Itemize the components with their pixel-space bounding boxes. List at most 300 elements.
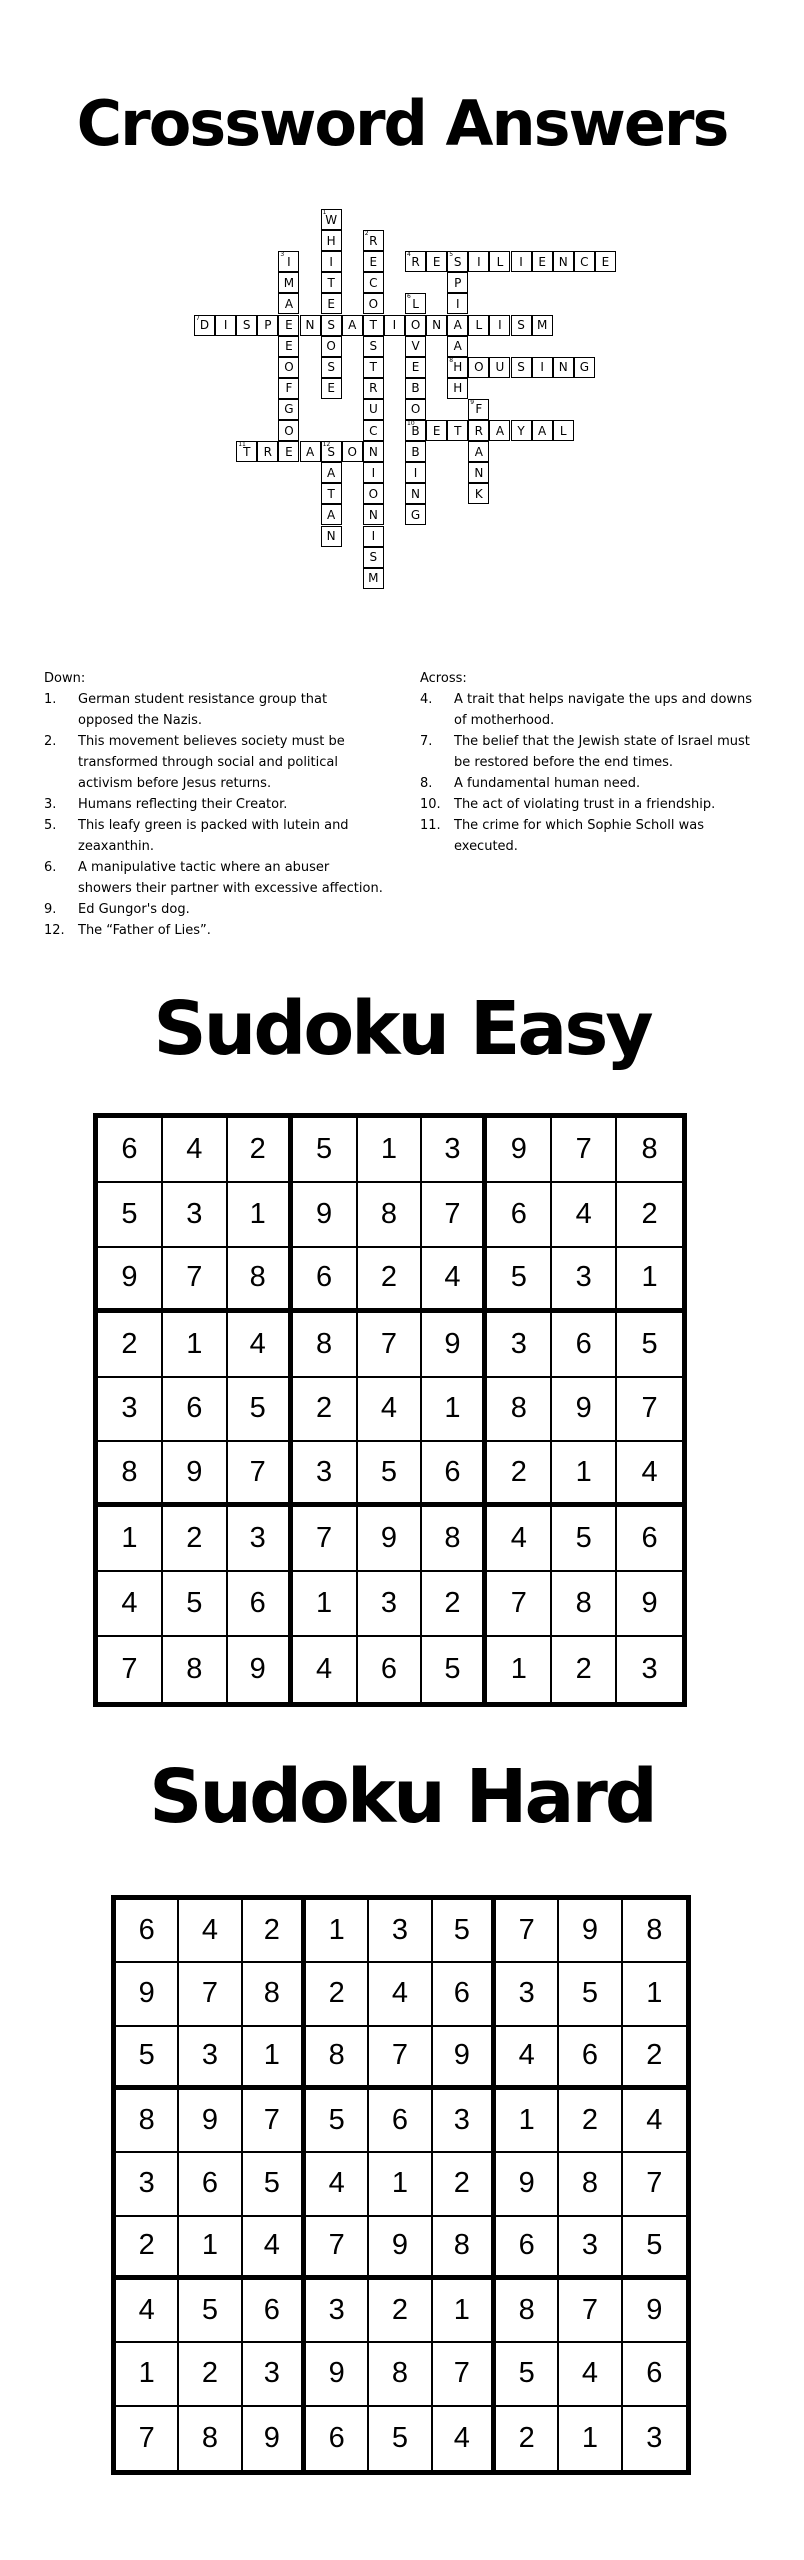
sudoku-cell: 5 bbox=[116, 2027, 179, 2090]
sudoku-cell: 2 bbox=[617, 1183, 682, 1248]
crossword-cell: L 6 bbox=[405, 293, 426, 314]
crossword-cell: H 8 bbox=[447, 357, 468, 378]
sudoku-cell: 6 bbox=[369, 2090, 432, 2153]
crossword-clue-number: 8 bbox=[449, 356, 454, 364]
crossword-title: Crossword Answers bbox=[76, 87, 728, 160]
sudoku-cell: 1 bbox=[552, 1442, 617, 1507]
sudoku-cell: 8 bbox=[163, 1637, 228, 1702]
sudoku-cell: 4 bbox=[623, 2090, 686, 2153]
sudoku-cell: 1 bbox=[358, 1118, 423, 1183]
crossword-cell: N bbox=[553, 251, 574, 272]
clue-number: 3. bbox=[44, 797, 57, 812]
sudoku-cell: 9 bbox=[617, 1572, 682, 1637]
sudoku-cell: 7 bbox=[623, 2153, 686, 2216]
crossword-cell: E bbox=[426, 420, 447, 441]
sudoku-cell: 5 bbox=[228, 1378, 293, 1443]
sudoku-cell: 1 bbox=[617, 1248, 682, 1313]
clue-item bbox=[44, 920, 384, 941]
sudoku-cell: 7 bbox=[179, 1963, 242, 2026]
sudoku-cell: 7 bbox=[422, 1183, 487, 1248]
crossword-cell: G bbox=[278, 399, 299, 420]
sudoku-cell: 7 bbox=[163, 1248, 228, 1313]
sudoku-cell: 6 bbox=[552, 1313, 617, 1378]
crossword-cell: N bbox=[363, 441, 384, 462]
sudoku-cell: 5 bbox=[422, 1637, 487, 1702]
crossword-cell: C bbox=[574, 251, 595, 272]
crossword-cell: E bbox=[426, 251, 447, 272]
sudoku-cell: 2 bbox=[293, 1378, 358, 1443]
sudoku-cell: 5 bbox=[552, 1507, 617, 1572]
crossword-cell: O bbox=[405, 399, 426, 420]
sudoku-cell: 2 bbox=[116, 2217, 179, 2280]
sudoku-cell: 1 bbox=[433, 2280, 496, 2343]
sudoku-cell: 2 bbox=[623, 2027, 686, 2090]
sudoku-cell: 8 bbox=[243, 1963, 306, 2026]
sudoku-cell: 6 bbox=[163, 1378, 228, 1443]
clue-text: This leafy green is packed with lutein and zeaxanthin. bbox=[78, 818, 349, 854]
clue-number: 10. bbox=[420, 797, 441, 812]
crossword-cell: A bbox=[342, 315, 363, 336]
sudoku-cell: 1 bbox=[163, 1313, 228, 1378]
sudoku-cell: 6 bbox=[243, 2280, 306, 2343]
sudoku-cell: 1 bbox=[496, 2090, 559, 2153]
sudoku-cell: 6 bbox=[617, 1507, 682, 1572]
sudoku-cell: 9 bbox=[496, 2153, 559, 2216]
crossword-cell: E bbox=[278, 441, 299, 462]
crossword-cell: L bbox=[489, 251, 510, 272]
crossword-cell: A bbox=[447, 315, 468, 336]
crossword-cell: S bbox=[511, 315, 532, 336]
sudoku-cell: 7 bbox=[487, 1572, 552, 1637]
crossword-cell: D 7 bbox=[194, 315, 215, 336]
clue-number: 4. bbox=[420, 692, 433, 707]
crossword-cell: N bbox=[553, 357, 574, 378]
clue-number: 5. bbox=[44, 818, 57, 833]
crossword-cell: T bbox=[363, 315, 384, 336]
sudoku-cell: 7 bbox=[243, 2090, 306, 2153]
crossword-cell: K bbox=[468, 483, 489, 504]
clue-number: 7. bbox=[420, 734, 433, 749]
crossword-cell: H bbox=[321, 230, 342, 251]
clue-text: The belief that the Jewish state of Israel must be restored before the end times. bbox=[454, 734, 750, 770]
sudoku-cell: 7 bbox=[306, 2217, 369, 2280]
down-clues bbox=[44, 668, 384, 941]
sudoku-cell: 9 bbox=[422, 1313, 487, 1378]
sudoku-cell: 4 bbox=[552, 1183, 617, 1248]
sudoku-cell: 9 bbox=[358, 1507, 423, 1572]
crossword-cell: W 1 bbox=[321, 209, 342, 230]
sudoku-cell: 8 bbox=[623, 1900, 686, 1963]
sudoku-cell: 2 bbox=[559, 2090, 622, 2153]
crossword-cell: O bbox=[405, 315, 426, 336]
crossword-cell: N bbox=[363, 504, 384, 525]
sudoku-cell: 2 bbox=[98, 1313, 163, 1378]
crossword-cell: A bbox=[300, 441, 321, 462]
sudoku-cell: 8 bbox=[487, 1378, 552, 1443]
crossword-clue-number: 6 bbox=[407, 293, 411, 301]
clue-number: 11. bbox=[420, 818, 441, 833]
sudoku-cell: 6 bbox=[422, 1442, 487, 1507]
crossword-cell: I bbox=[321, 251, 342, 272]
sudoku-cell: 2 bbox=[496, 2407, 559, 2470]
sudoku-cell: 3 bbox=[293, 1442, 358, 1507]
crossword-cell: G bbox=[405, 504, 426, 525]
clue-item bbox=[44, 794, 384, 815]
sudoku-cell: 7 bbox=[552, 1118, 617, 1183]
crossword-cell: A bbox=[468, 441, 489, 462]
sudoku-cell: 2 bbox=[552, 1637, 617, 1702]
sudoku-hard-grid bbox=[111, 1895, 691, 2475]
sudoku-cell: 4 bbox=[306, 2153, 369, 2216]
crossword-cell: N bbox=[300, 315, 321, 336]
crossword-cell: S bbox=[321, 357, 342, 378]
across-clues bbox=[420, 668, 765, 857]
sudoku-cell: 4 bbox=[116, 2280, 179, 2343]
sudoku-cell: 9 bbox=[559, 1900, 622, 1963]
sudoku-cell: 6 bbox=[487, 1183, 552, 1248]
crossword-clue-number: 11 bbox=[238, 441, 246, 449]
crossword-cell: B bbox=[405, 378, 426, 399]
crossword-cell: G bbox=[574, 357, 595, 378]
crossword-clue-number: 12 bbox=[322, 441, 331, 449]
clue-number: 8. bbox=[420, 776, 433, 791]
crossword-cell: T bbox=[321, 483, 342, 504]
clue-item bbox=[44, 899, 384, 920]
crossword-cell: F 9 bbox=[468, 399, 489, 420]
sudoku-cell: 9 bbox=[228, 1637, 293, 1702]
sudoku-cell: 6 bbox=[228, 1572, 293, 1637]
crossword-cell: T bbox=[321, 272, 342, 293]
crossword-cell: T bbox=[363, 357, 384, 378]
clue-item bbox=[420, 689, 765, 731]
sudoku-cell: 8 bbox=[98, 1442, 163, 1507]
sudoku-cell: 7 bbox=[228, 1442, 293, 1507]
sudoku-cell: 7 bbox=[293, 1507, 358, 1572]
crossword-cell: E bbox=[363, 251, 384, 272]
sudoku-cell: 2 bbox=[179, 2343, 242, 2406]
sudoku-cell: 5 bbox=[243, 2153, 306, 2216]
crossword-cell: I bbox=[215, 315, 236, 336]
sudoku-cell: 4 bbox=[228, 1313, 293, 1378]
crossword-cell: O bbox=[321, 336, 342, 357]
sudoku-cell: 4 bbox=[163, 1118, 228, 1183]
sudoku-cell: 1 bbox=[228, 1183, 293, 1248]
sudoku-cell: 3 bbox=[559, 2217, 622, 2280]
sudoku-cell: 6 bbox=[496, 2217, 559, 2280]
sudoku-cell: 5 bbox=[487, 1248, 552, 1313]
sudoku-cell: 9 bbox=[433, 2027, 496, 2090]
crossword-cell: N bbox=[405, 483, 426, 504]
crossword-cell: I bbox=[468, 251, 489, 272]
sudoku-cell: 8 bbox=[433, 2217, 496, 2280]
sudoku-cell: 8 bbox=[496, 2280, 559, 2343]
sudoku-cell: 9 bbox=[98, 1248, 163, 1313]
sudoku-cell: 3 bbox=[369, 1900, 432, 1963]
sudoku-cell: 2 bbox=[306, 1963, 369, 2026]
sudoku-cell: 6 bbox=[433, 1963, 496, 2026]
crossword-cell: O bbox=[468, 357, 489, 378]
sudoku-cell: 7 bbox=[433, 2343, 496, 2406]
sudoku-cell: 6 bbox=[306, 2407, 369, 2470]
crossword-cell: E bbox=[321, 378, 342, 399]
crossword-cell: I 3 bbox=[278, 251, 299, 272]
down-clue-list bbox=[44, 689, 384, 941]
clue-item bbox=[44, 689, 384, 731]
sudoku-cell: 4 bbox=[98, 1572, 163, 1637]
sudoku-cell: 8 bbox=[552, 1572, 617, 1637]
sudoku-cell: 4 bbox=[559, 2343, 622, 2406]
crossword-cell: M bbox=[278, 272, 299, 293]
clue-number: 12. bbox=[44, 923, 65, 938]
sudoku-cell: 2 bbox=[433, 2153, 496, 2216]
clue-item bbox=[420, 815, 765, 857]
sudoku-cell: 9 bbox=[369, 2217, 432, 2280]
sudoku-cell: 1 bbox=[559, 2407, 622, 2470]
crossword-cell: B bbox=[405, 441, 426, 462]
sudoku-cell: 4 bbox=[179, 1900, 242, 1963]
sudoku-cell: 5 bbox=[293, 1118, 358, 1183]
crossword-cell: C bbox=[363, 420, 384, 441]
sudoku-cell: 3 bbox=[306, 2280, 369, 2343]
crossword-cell: I bbox=[489, 315, 510, 336]
crossword-cell: R bbox=[363, 378, 384, 399]
clue-text: A trait that helps navigate the ups and downs of motherhood. bbox=[454, 692, 753, 728]
sudoku-cell: 7 bbox=[116, 2407, 179, 2470]
crossword-cell: P bbox=[447, 272, 468, 293]
sudoku-cell: 6 bbox=[293, 1248, 358, 1313]
clue-item bbox=[44, 731, 384, 794]
sudoku-cell: 9 bbox=[243, 2407, 306, 2470]
sudoku-cell: 4 bbox=[243, 2217, 306, 2280]
sudoku-cell: 5 bbox=[496, 2343, 559, 2406]
crossword-cell: A bbox=[489, 420, 510, 441]
sudoku-cell: 9 bbox=[306, 2343, 369, 2406]
crossword-cell: O bbox=[363, 293, 384, 314]
crossword-cell: E bbox=[278, 336, 299, 357]
sudoku-cell: 1 bbox=[243, 2027, 306, 2090]
sudoku-cell: 1 bbox=[369, 2153, 432, 2216]
sudoku-cell: 9 bbox=[116, 1963, 179, 2026]
sudoku-cell: 8 bbox=[617, 1118, 682, 1183]
crossword-cell: O bbox=[363, 483, 384, 504]
clue-text: The act of violating trust in a friendship. bbox=[454, 797, 716, 812]
sudoku-cell: 8 bbox=[358, 1183, 423, 1248]
sudoku-cell: 9 bbox=[179, 2090, 242, 2153]
crossword-cell: R bbox=[468, 420, 489, 441]
sudoku-cell: 2 bbox=[163, 1507, 228, 1572]
sudoku-cell: 5 bbox=[306, 2090, 369, 2153]
sudoku-cell: 4 bbox=[487, 1507, 552, 1572]
sudoku-cell: 9 bbox=[163, 1442, 228, 1507]
sudoku-cell: 7 bbox=[98, 1637, 163, 1702]
crossword-cell: I bbox=[532, 357, 553, 378]
crossword-cell: U bbox=[489, 357, 510, 378]
clue-text: A fundamental human need. bbox=[454, 776, 641, 791]
sudoku-cell: 8 bbox=[293, 1313, 358, 1378]
sudoku-cell: 8 bbox=[369, 2343, 432, 2406]
sudoku-cell: 3 bbox=[433, 2090, 496, 2153]
crossword-cell: A bbox=[447, 336, 468, 357]
clue-item bbox=[420, 773, 765, 794]
clue-text: Humans reflecting their Creator. bbox=[78, 797, 288, 812]
crossword-cell: E bbox=[278, 315, 299, 336]
crossword-cell: I bbox=[447, 293, 468, 314]
sudoku-cell: 5 bbox=[617, 1313, 682, 1378]
clue-number: 6. bbox=[44, 860, 57, 875]
sudoku-cell: 8 bbox=[228, 1248, 293, 1313]
crossword-cell: C bbox=[363, 272, 384, 293]
crossword-cell: A bbox=[278, 293, 299, 314]
crossword-cell: N bbox=[321, 526, 342, 547]
sudoku-cell: 2 bbox=[243, 1900, 306, 1963]
crossword-cell: S bbox=[363, 547, 384, 568]
crossword-cell: V bbox=[405, 336, 426, 357]
sudoku-cell: 3 bbox=[358, 1572, 423, 1637]
sudoku-cell: 5 bbox=[433, 1900, 496, 1963]
clue-text: German student resistance group that opposed the Nazis. bbox=[78, 692, 328, 728]
sudoku-cell: 3 bbox=[98, 1378, 163, 1443]
crossword-cell: R bbox=[257, 441, 278, 462]
crossword-cell: I bbox=[363, 526, 384, 547]
clue-item bbox=[420, 731, 765, 773]
crossword-clue-number: 7 bbox=[196, 314, 200, 322]
sudoku-cell: 1 bbox=[179, 2217, 242, 2280]
clue-item bbox=[44, 857, 384, 899]
clue-text: The “Father of Lies”. bbox=[78, 923, 211, 938]
sudoku-cell: 3 bbox=[552, 1248, 617, 1313]
clue-item bbox=[44, 815, 384, 857]
crossword-cell: M bbox=[363, 568, 384, 589]
sudoku-cell: 6 bbox=[116, 1900, 179, 1963]
sudoku-cell: 3 bbox=[116, 2153, 179, 2216]
crossword-grid bbox=[0, 0, 804, 640]
sudoku-cell: 7 bbox=[358, 1313, 423, 1378]
sudoku-cell: 9 bbox=[487, 1118, 552, 1183]
crossword-cell: L bbox=[468, 315, 489, 336]
sudoku-cell: 4 bbox=[496, 2027, 559, 2090]
sudoku-cell: 8 bbox=[306, 2027, 369, 2090]
sudoku-cell: 1 bbox=[293, 1572, 358, 1637]
crossword-clue-number: 9 bbox=[470, 398, 475, 406]
sudoku-cell: 3 bbox=[641, 1653, 658, 1686]
sudoku-cell: 1 bbox=[487, 1637, 552, 1702]
clue-item bbox=[420, 794, 765, 815]
sudoku-cell: 2 bbox=[422, 1572, 487, 1637]
crossword-cell: T 11 bbox=[236, 441, 257, 462]
sudoku-cell: 3 bbox=[228, 1507, 293, 1572]
sudoku-cell: 4 bbox=[293, 1637, 358, 1702]
crossword-cell: I bbox=[511, 251, 532, 272]
clue-number: 9. bbox=[44, 902, 57, 917]
crossword-cell: T bbox=[447, 420, 468, 441]
sudoku-cell: 5 bbox=[98, 1183, 163, 1248]
sudoku-easy-title: Sudoku Easy bbox=[153, 986, 651, 1072]
sudoku-cell: 1 bbox=[98, 1507, 163, 1572]
sudoku-cell: 9 bbox=[293, 1183, 358, 1248]
across-clue-list bbox=[420, 689, 765, 857]
clue-number: 2. bbox=[44, 734, 57, 749]
crossword-cell: L bbox=[553, 420, 574, 441]
crossword-cell: N bbox=[426, 315, 447, 336]
crossword-clue-number: 2 bbox=[364, 230, 369, 238]
sudoku-cell: 7 bbox=[559, 2280, 622, 2343]
sudoku-cell: 5 bbox=[559, 1963, 622, 2026]
crossword-cell: M bbox=[532, 315, 553, 336]
sudoku-cell: 5 bbox=[163, 1572, 228, 1637]
crossword-cell: S bbox=[236, 315, 257, 336]
sudoku-cell: 2 bbox=[358, 1248, 423, 1313]
crossword-clue-number: 10 bbox=[407, 420, 415, 427]
sudoku-cell: 6 bbox=[623, 2343, 686, 2406]
crossword-cell: P bbox=[257, 315, 278, 336]
sudoku-cell: 8 bbox=[559, 2153, 622, 2216]
sudoku-cell: 6 bbox=[358, 1637, 423, 1702]
sudoku-cell: 4 bbox=[358, 1378, 423, 1443]
crossword-cell: O bbox=[278, 357, 299, 378]
crossword-cell: E bbox=[405, 357, 426, 378]
crossword-clue-number: 1 bbox=[322, 209, 327, 216]
crossword-cell: S bbox=[363, 336, 384, 357]
sudoku-cell: 2 bbox=[369, 2280, 432, 2343]
sudoku-cell: 5 bbox=[369, 2407, 432, 2470]
sudoku-cell: 6 bbox=[559, 2027, 622, 2090]
sudoku-cell: 3 bbox=[243, 2343, 306, 2406]
sudoku-cell: 1 bbox=[623, 1963, 686, 2026]
sudoku-cell: 3 bbox=[422, 1118, 487, 1183]
sudoku-cell: 8 bbox=[179, 2407, 242, 2470]
crossword-cell: I bbox=[363, 462, 384, 483]
sudoku-cell: 5 bbox=[358, 1442, 423, 1507]
crossword-clue-number: 4 bbox=[407, 251, 411, 259]
sudoku-cell: 4 bbox=[369, 1963, 432, 2026]
crossword-cell: Y bbox=[511, 420, 532, 441]
crossword-cell: H bbox=[447, 378, 468, 399]
crossword-cell: A bbox=[321, 504, 342, 525]
crossword-cell: O bbox=[278, 420, 299, 441]
sudoku-cell: 5 bbox=[179, 2280, 242, 2343]
crossword-cell: S bbox=[511, 357, 532, 378]
sudoku-cell: 4 bbox=[433, 2407, 496, 2470]
crossword-cell: I bbox=[405, 462, 426, 483]
sudoku-cell: 3 bbox=[163, 1183, 228, 1248]
crossword-cell: A bbox=[321, 462, 342, 483]
down-heading: Down: bbox=[44, 671, 86, 686]
crossword-cell: S 12 bbox=[321, 441, 342, 462]
sudoku-cell: 7 bbox=[617, 1378, 682, 1443]
crossword-cell: E bbox=[595, 251, 616, 272]
crossword-cell: O bbox=[342, 441, 363, 462]
crossword-cell: E bbox=[532, 251, 553, 272]
sudoku-cell: 9 bbox=[552, 1378, 617, 1443]
crossword-cell: F bbox=[278, 378, 299, 399]
crossword-cell: S bbox=[321, 315, 342, 336]
sudoku-cell: 5 bbox=[623, 2217, 686, 2280]
sudoku-cell: 3 bbox=[646, 2421, 663, 2454]
sudoku-cell: 1 bbox=[116, 2343, 179, 2406]
crossword-cell: S 5 bbox=[447, 251, 468, 272]
sudoku-cell: 8 bbox=[116, 2090, 179, 2153]
crossword-cell: I bbox=[384, 315, 405, 336]
sudoku-cell: 6 bbox=[179, 2153, 242, 2216]
sudoku-hard-title: Sudoku Hard bbox=[149, 1754, 655, 1840]
crossword-cell: R 4 bbox=[405, 251, 426, 272]
sudoku-cell: 3 bbox=[487, 1313, 552, 1378]
crossword-cell: R 2 bbox=[363, 230, 384, 251]
crossword-cell: A bbox=[532, 420, 553, 441]
sudoku-cell: 1 bbox=[306, 1900, 369, 1963]
crossword-cell: U bbox=[363, 399, 384, 420]
crossword-cell: E bbox=[321, 293, 342, 314]
